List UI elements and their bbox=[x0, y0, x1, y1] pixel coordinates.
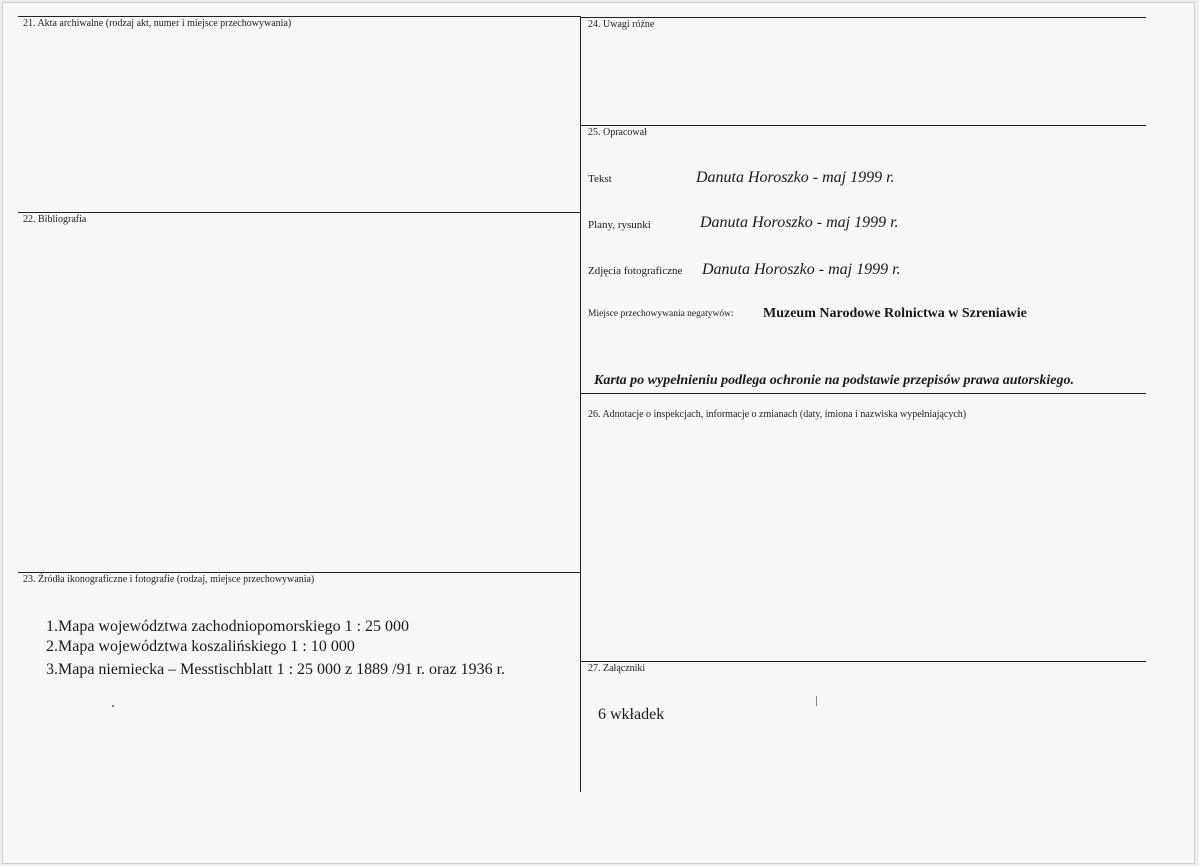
form-sheet bbox=[2, 2, 1195, 864]
section-21-label: 21. Akta archiwalne (rodzaj akt, numer i miejsce przechowywania) bbox=[23, 18, 292, 29]
miejsce-value: Muzeum Narodowe Rolnictwa w Szreniawie bbox=[763, 306, 1027, 321]
zdjecia-value: Danuta Horoszko - maj 1999 r. bbox=[702, 261, 901, 278]
section-26-label: 26. Adnotacje o inspekcjach, informacje o zmianach (daty, imiona i nazwiska wypełniających) bbox=[588, 409, 967, 420]
top-border-left bbox=[18, 16, 581, 17]
plany-value: Danuta Horoszko - maj 1999 r. bbox=[700, 214, 899, 231]
tekst-value: Danuta Horoszko - maj 1999 r. bbox=[696, 169, 895, 186]
zrodlo-item-3: 3.Mapa niemiecka – Messtischblatt 1 : 25 000 z 1889 /91 r. oraz 1936 r. bbox=[46, 661, 506, 678]
tekst-label: Tekst bbox=[588, 173, 612, 185]
divider-26-27 bbox=[581, 661, 1146, 662]
copyright-note: Karta po wypełnieniu podlega ochronie na podstawie przepisów prawa autorskiego. bbox=[594, 373, 1074, 388]
divider-21-22 bbox=[18, 212, 580, 213]
section-23-label: 23. Źródła ikonograficzne i fotografie (rodzaj, miejsce przechowywania) bbox=[23, 574, 315, 585]
section-25-label: 25. Opracował bbox=[588, 127, 647, 138]
section-27-label: 27. Załączniki bbox=[588, 663, 646, 674]
divider-22-23 bbox=[18, 572, 580, 573]
zrodlo-item-2: 2.Mapa województwa koszalińskiego 1 : 10 000 bbox=[46, 638, 355, 655]
zdjecia-label: Zdjęcia fotograficzne bbox=[588, 265, 683, 277]
miejsce-label: Miejsce przechowywania negatywów: bbox=[588, 309, 734, 319]
plany-label: Plany, rysunki bbox=[588, 219, 651, 231]
section-22-label: 22. Bibliografia bbox=[23, 214, 87, 225]
divider-25-26 bbox=[581, 393, 1146, 394]
top-border-right bbox=[581, 17, 1146, 18]
zrodlo-item-1: 1.Mapa województwa zachodniopomorskiego 1 : 25 000 bbox=[46, 618, 410, 635]
section-24-label: 24. Uwagi różne bbox=[588, 19, 655, 30]
center-divider bbox=[580, 16, 581, 792]
stray-dot bbox=[112, 705, 114, 707]
divider-24-25 bbox=[581, 125, 1146, 126]
stray-tick bbox=[816, 696, 817, 706]
zalaczniki-value: 6 wkładek bbox=[598, 706, 665, 723]
